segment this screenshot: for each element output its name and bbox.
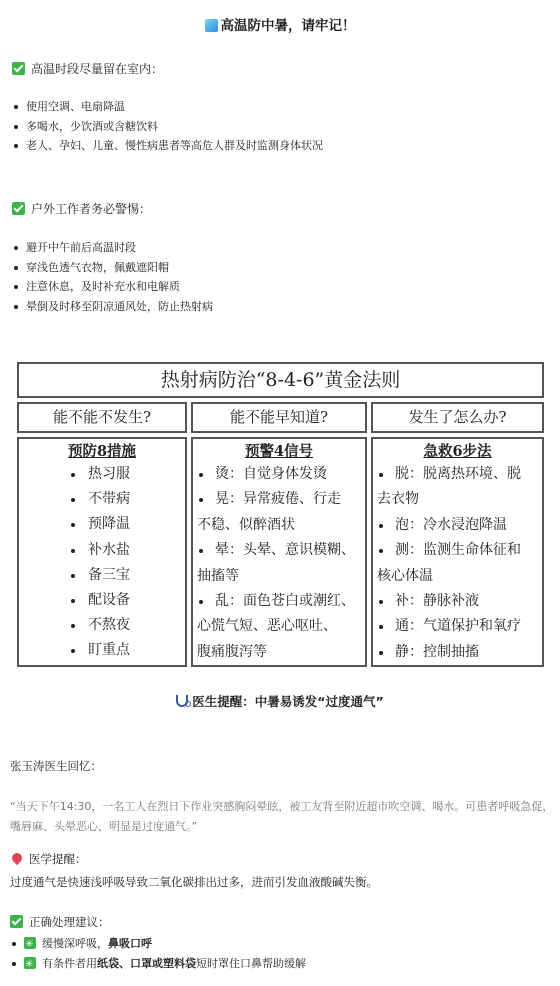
poster-column-prevention xyxy=(17,437,187,667)
list-item: 泡：冷水浸泡降温 xyxy=(373,513,542,538)
list-item: 晃：异常疲倦、行走 xyxy=(193,487,365,512)
section-indoor-heading: 高温时段尽量留在室内： xyxy=(12,60,163,77)
check-mark-icon xyxy=(12,62,25,75)
list-item-continuation: 腹痛腹泻等 xyxy=(197,643,267,660)
list-item: ✳有条件者用纸袋、口罩或塑料袋短时罩住口鼻帮助缓解 xyxy=(10,954,306,974)
stethoscope-icon xyxy=(176,695,188,707)
doctor-recall-label: 张玉涛医生回忆： xyxy=(10,759,102,773)
list-item: 配设备 xyxy=(19,588,185,613)
list-item: 乱：面色苍白或潮红、 xyxy=(193,589,365,614)
list-item: 补水盐 xyxy=(19,538,185,563)
poster-column-warning xyxy=(191,437,367,667)
list-item: 不带病 xyxy=(19,487,185,512)
list-item: 测：监测生命体征和 xyxy=(373,538,542,563)
list-item-continuation: 核心体温 xyxy=(377,567,433,584)
poster-header-aid: 发生了怎么办? xyxy=(371,402,544,433)
poster-column-first-aid xyxy=(371,437,544,667)
pushpin-icon xyxy=(10,851,24,865)
list-item: 备三宝 xyxy=(19,563,185,588)
sparkle-icon xyxy=(24,957,36,969)
indoor-list xyxy=(12,97,323,156)
poster-header-prevent: 能不能不发生? xyxy=(17,402,187,433)
list-item: 晕：头晕、意识模糊、 xyxy=(193,538,365,563)
case-quote: “当天下午14:30，一名工人在烈日下作业突感胸闷晕眩，被工友背至附近超市吹空调、喝水。可患者呼吸急促，嘴唇麻、头晕恶心，明显是过度通气。” xyxy=(10,800,554,833)
list-item: 穿浅色透气衣物，佩戴遮阳帽 xyxy=(12,258,213,278)
list-item: 烫：自觉身体发烫 xyxy=(193,462,365,487)
check-mark-icon xyxy=(12,202,25,215)
page-title: 高温防中暑，请牢记！ xyxy=(0,14,560,34)
poster-title: 热射病防治“8-4-6”黄金法则 xyxy=(17,362,544,398)
list-item: 盯重点 xyxy=(19,638,185,663)
list-item: 补：静脉补液 xyxy=(373,589,542,614)
list-item: 热习服 xyxy=(19,462,185,487)
outdoor-list xyxy=(12,238,213,316)
column-title: 急救6步法 xyxy=(423,443,492,460)
list-item-continuation: 去衣物 xyxy=(377,491,419,508)
list-item: 晕倒及时移至阴凉通风处，防止热射病 xyxy=(12,297,213,317)
list-item: 注意休息，及时补充水和电解质 xyxy=(12,277,213,297)
list-item: 静：控制抽搐 xyxy=(373,640,542,665)
list-item-continuation: 抽搐等 xyxy=(197,567,239,584)
list-item: 通：气道保护和氧疗 xyxy=(373,614,542,639)
heatstroke-rule-poster xyxy=(14,359,547,670)
poster-header-warn: 能不能早知道? xyxy=(191,402,367,433)
advice-heading: 正确处理建议： xyxy=(10,914,110,930)
list-item: 脱：脱离热环境、脱 xyxy=(373,462,542,487)
doctor-reminder-heading: 医生提醒：中暑易诱发“过度通气” xyxy=(0,692,560,710)
check-mark-icon xyxy=(10,915,23,928)
list-item: ✳缓慢深呼吸，鼻吸口呼 xyxy=(10,934,306,954)
column-title: 预警4信号 xyxy=(244,443,314,460)
list-item: 老人、孕妇、儿童、慢性病患者等高危人群及时监测身体状况 xyxy=(12,136,323,156)
advice-list xyxy=(10,934,306,974)
list-item: 不熬夜 xyxy=(19,613,185,638)
medical-reminder-text: 过度通气是快速浅呼吸导致二氧化碳排出过多，进而引发血液酸碱失衡。 xyxy=(10,875,378,889)
medical-reminder-heading: 医学提醒： xyxy=(10,851,87,867)
ice-cube-icon xyxy=(205,19,218,32)
column-title: 预防8措施 xyxy=(67,443,137,460)
sparkle-icon xyxy=(24,937,36,949)
list-item: 使用空调、电扇降温 xyxy=(12,97,323,117)
list-item: 预降温 xyxy=(19,512,185,537)
list-item-continuation: 心慌气短、恶心呕吐、 xyxy=(197,618,337,635)
list-item-continuation: 不稳、似醉酒状 xyxy=(197,516,295,533)
section-outdoor-heading: 户外工作者务必警惕： xyxy=(12,200,151,217)
list-item: 避开中午前后高温时段 xyxy=(12,238,213,258)
list-item: 多喝水，少饮酒或含糖饮料 xyxy=(12,117,323,137)
